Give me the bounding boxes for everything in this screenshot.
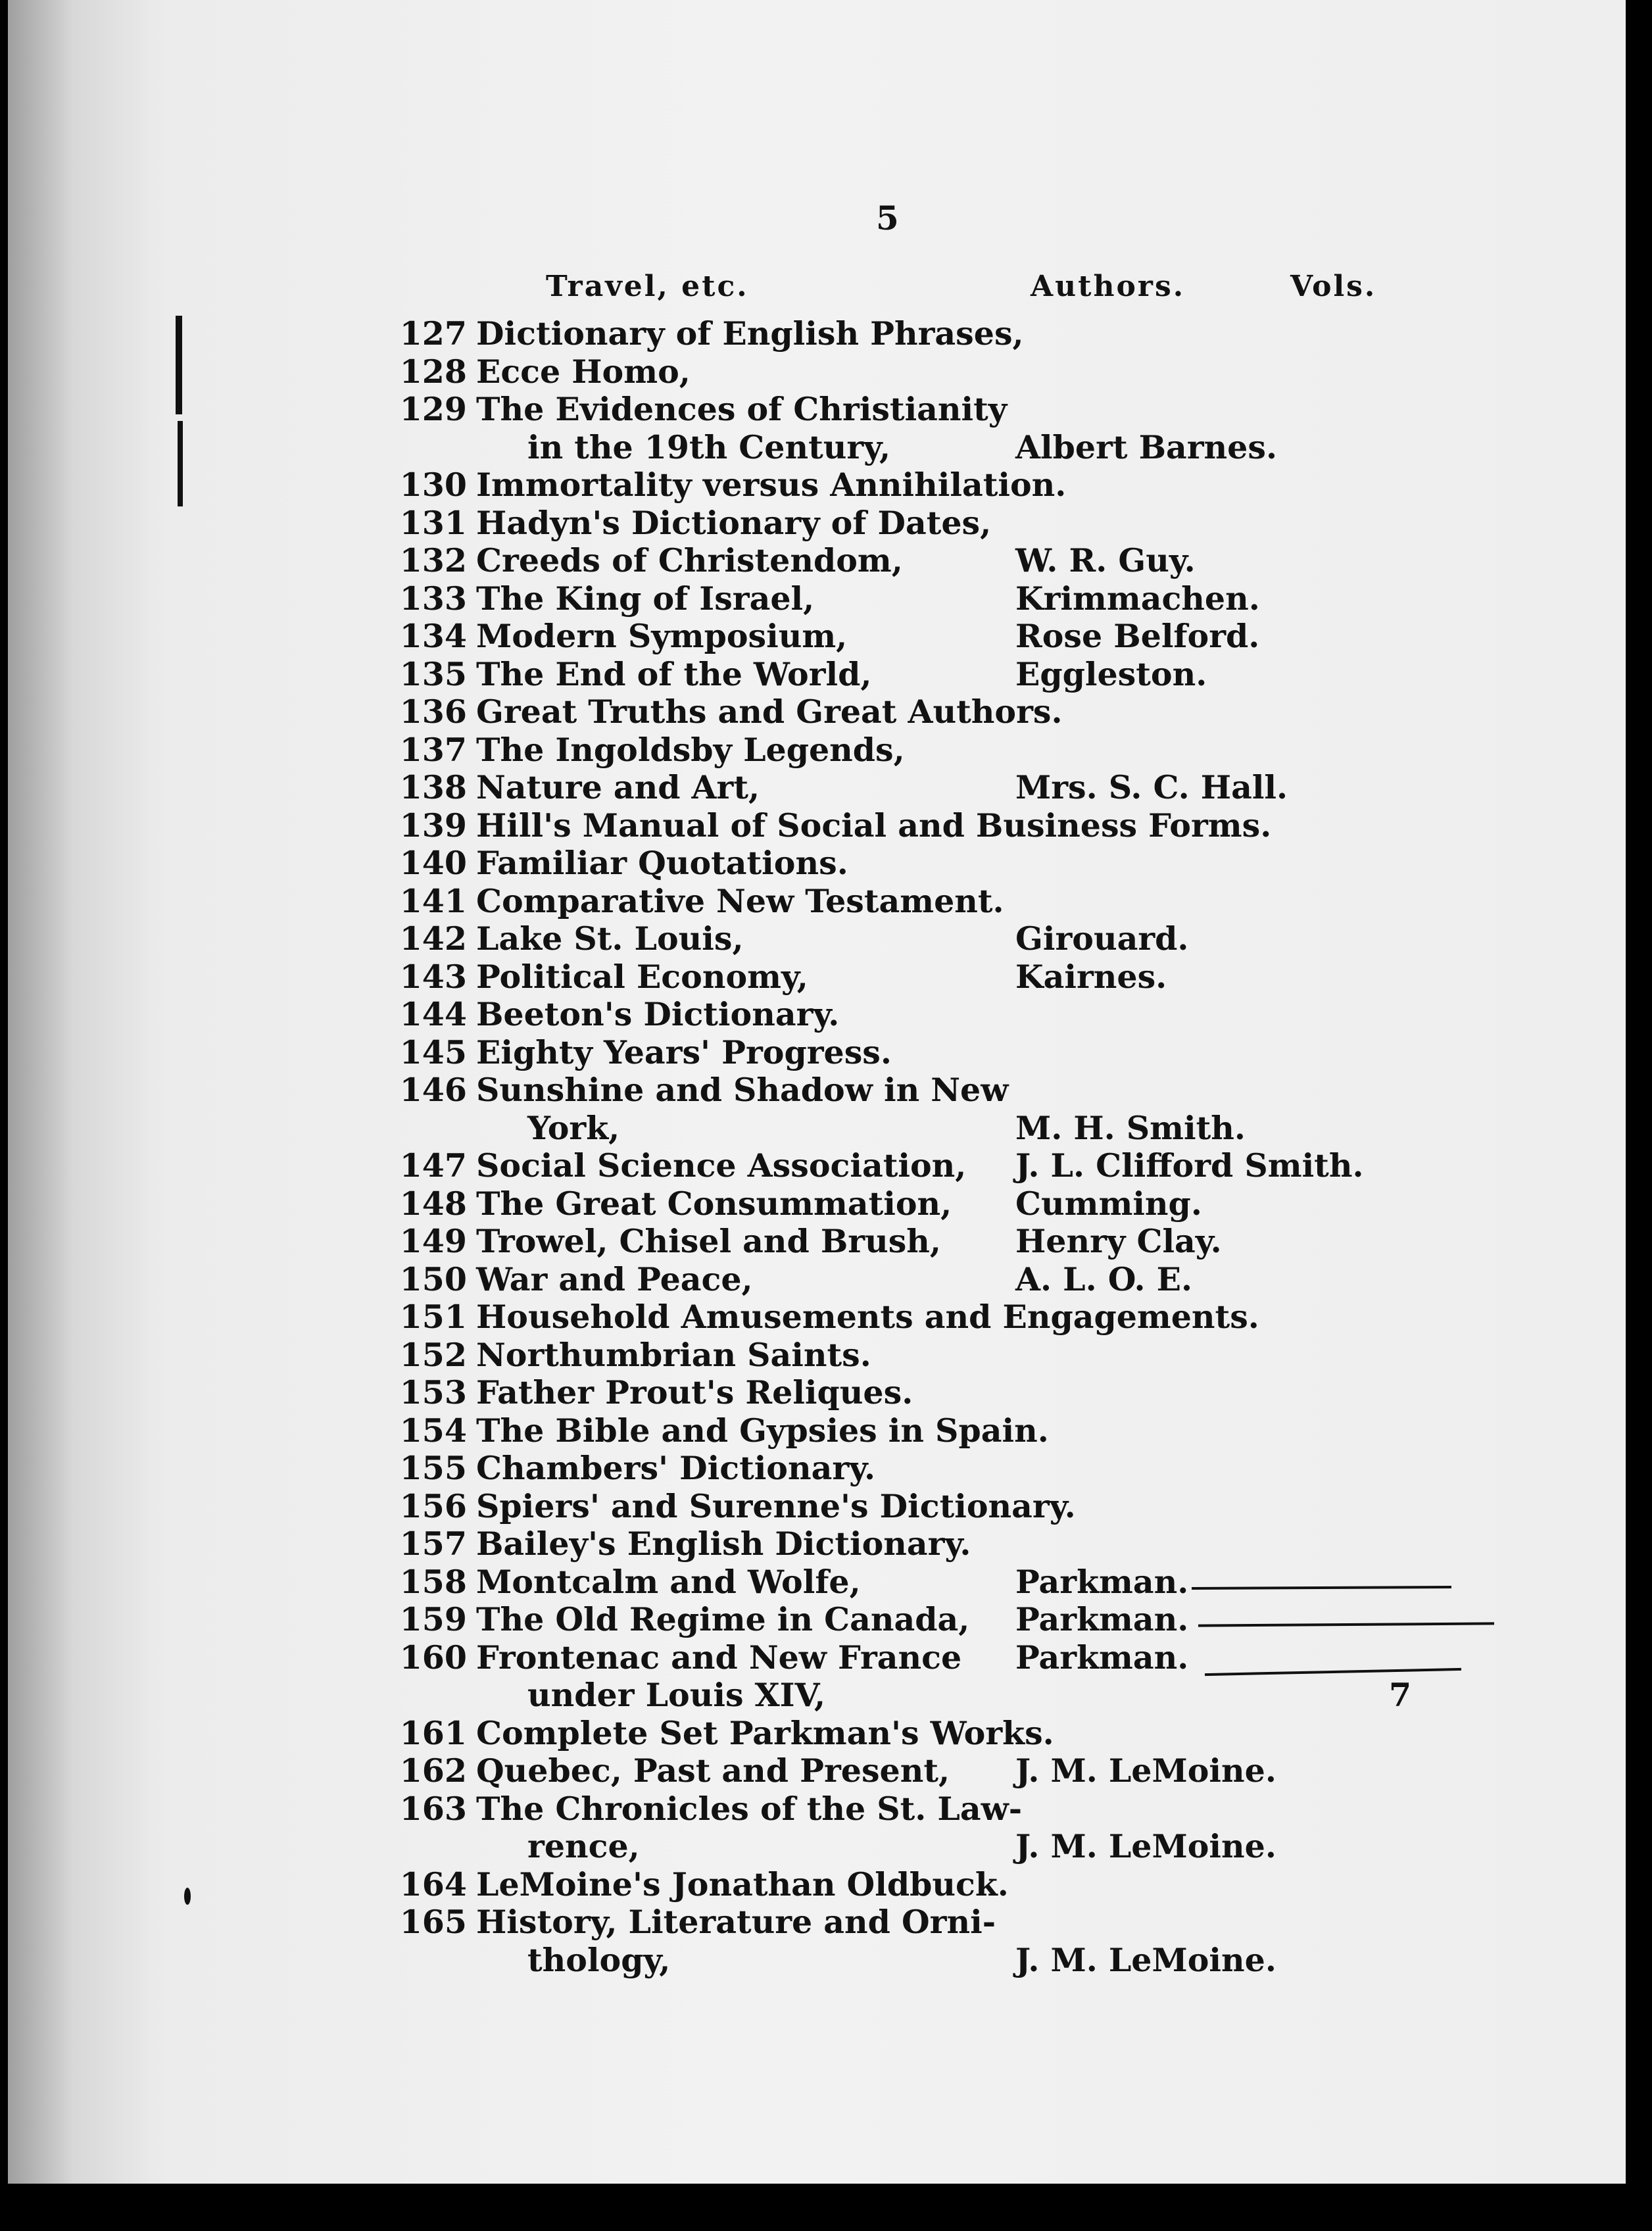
entry-vols: 7 (1389, 1676, 1412, 1714)
entry-title: rence, (527, 1827, 640, 1865)
catalogue-row (8, 353, 1626, 391)
entry-title: thology, (527, 1940, 671, 1979)
entry-title: Chambers' Dictionary. (476, 1449, 876, 1487)
entry-number: 136 (399, 693, 467, 731)
catalogue-row (8, 1790, 1626, 1828)
catalogue-row (8, 1941, 1626, 1979)
catalogue-row (8, 466, 1626, 504)
entry-number: 163 (399, 1789, 467, 1828)
catalogue-row (8, 768, 1626, 806)
entry-author: Cumming. (1015, 1184, 1202, 1223)
catalogue-row (8, 1714, 1626, 1752)
entry-number: 133 (399, 579, 467, 618)
catalogue-row (8, 919, 1626, 958)
entry-number: 143 (399, 957, 467, 996)
catalogue-row (8, 1222, 1626, 1260)
entry-number: 164 (399, 1865, 467, 1903)
entry-number: 138 (399, 768, 467, 806)
entry-number: 152 (399, 1335, 467, 1374)
entry-author: M. H. Smith. (1015, 1108, 1246, 1147)
catalogue-row (8, 1865, 1626, 1903)
entry-number: 159 (399, 1600, 467, 1638)
catalogue-row (8, 844, 1626, 882)
entry-number: 157 (399, 1525, 467, 1563)
catalogue-row (8, 806, 1626, 845)
entry-author: W. R. Guy. (1015, 541, 1196, 579)
entry-title: The King of Israel, (476, 579, 815, 618)
entry-number: 144 (399, 995, 467, 1033)
catalogue-row (8, 504, 1626, 542)
entry-author: Henry Clay. (1015, 1222, 1222, 1260)
catalogue-row (8, 1146, 1626, 1185)
entry-number: 155 (399, 1449, 467, 1487)
entry-number: 153 (399, 1373, 467, 1411)
entry-number: 156 (399, 1486, 467, 1525)
catalogue-row (8, 995, 1626, 1033)
entry-number: 131 (399, 503, 467, 542)
entry-title: Household Amusements and Engagements. (476, 1298, 1259, 1336)
entry-number: 140 (399, 844, 467, 882)
entry-title: Dictionary of English Phrases, (476, 314, 1024, 353)
entry-number: 134 (399, 617, 467, 655)
entry-title: History, Literature and Orni- (476, 1903, 996, 1941)
entry-author: Albert Barnes. (1015, 428, 1278, 466)
entry-title: Frontenac and New France (476, 1638, 962, 1677)
catalogue-row (8, 1298, 1626, 1336)
entry-title: under Louis XIV, (527, 1676, 826, 1714)
entry-author: Rose Belford. (1015, 617, 1260, 655)
entry-number: 137 (399, 730, 467, 769)
entry-number: 158 (399, 1562, 467, 1601)
catalogue-row (8, 1033, 1626, 1071)
catalogue-row (8, 1260, 1626, 1298)
catalogue-row (8, 1411, 1626, 1450)
entry-title: The Great Consummation, (476, 1184, 952, 1223)
catalogue-row (8, 390, 1626, 428)
catalogue-row (8, 731, 1626, 769)
catalogue-row (8, 1525, 1626, 1563)
entry-title: Political Economy, (476, 957, 808, 996)
entry-title: Quebec, Past and Present, (476, 1752, 950, 1790)
entry-author: Parkman. (1015, 1600, 1189, 1638)
entry-title: Sunshine and Shadow in New (476, 1071, 1009, 1109)
entry-title: The Evidences of Christianity (476, 390, 1008, 428)
header-authors: Authors. (1031, 270, 1186, 303)
catalogue-row (8, 1449, 1626, 1487)
entry-author: Kairnes. (1015, 957, 1167, 996)
entry-author: Mrs. S. C. Hall. (1015, 768, 1288, 806)
entry-number: 130 (399, 466, 467, 504)
entry-title: Great Truths and Great Authors. (476, 693, 1063, 731)
catalogue-row (8, 579, 1626, 618)
entry-title: Comparative New Testament. (476, 881, 1004, 920)
entry-number: 139 (399, 806, 467, 845)
entry-title: Bailey's English Dictionary. (476, 1525, 971, 1563)
entry-title: The Chronicles of the St. Law- (476, 1789, 1023, 1828)
entry-title: Hill's Manual of Social and Business Forms. (476, 806, 1272, 845)
catalogue-row (8, 1185, 1626, 1223)
entry-author: J. L. Clifford Smith. (1015, 1146, 1364, 1185)
catalogue-row (8, 693, 1626, 731)
entry-number: 162 (399, 1752, 467, 1790)
entry-title: The Bible and Gypsies in Spain. (476, 1411, 1049, 1450)
catalogue-row (8, 1373, 1626, 1411)
entry-title: LeMoine's Jonathan Oldbuck. (476, 1865, 1009, 1903)
entry-title: Beeton's Dictionary. (476, 995, 840, 1033)
page-number: 5 (876, 199, 899, 237)
catalogue-row (8, 541, 1626, 579)
catalogue-row (8, 1563, 1626, 1601)
entry-number: 150 (399, 1260, 467, 1298)
entry-number: 127 (399, 314, 467, 353)
catalogue-row (8, 1676, 1626, 1714)
entry-author: Krimmachen. (1015, 579, 1260, 618)
entry-number: 161 (399, 1713, 467, 1752)
header-vols: Vols. (1290, 270, 1377, 303)
entry-title: Immortality versus Annihilation. (476, 466, 1067, 504)
entry-title: The Old Regime in Canada, (476, 1600, 970, 1638)
entry-number: 154 (399, 1411, 467, 1450)
entry-title: Lake St. Louis, (476, 919, 744, 958)
entry-author: Girouard. (1015, 919, 1189, 958)
entry-title: Father Prout's Reliques. (476, 1373, 913, 1411)
entry-title: Montcalm and Wolfe, (476, 1562, 861, 1601)
catalogue-row (8, 1336, 1626, 1374)
entry-author: Parkman. (1015, 1638, 1189, 1677)
entry-number: 145 (399, 1033, 467, 1071)
catalogue-row (8, 1600, 1626, 1638)
entry-title: Ecce Homo, (476, 352, 691, 391)
catalogue-row (8, 428, 1626, 466)
catalogue-row (8, 1109, 1626, 1147)
catalogue-row (8, 655, 1626, 693)
entry-number: 132 (399, 541, 467, 579)
entry-author: J. M. LeMoine. (1015, 1827, 1276, 1865)
catalogue-row (8, 1752, 1626, 1790)
entry-number: 151 (399, 1298, 467, 1336)
entry-title: Social Science Association, (476, 1146, 967, 1185)
entry-number: 135 (399, 654, 467, 693)
entry-title: York, (527, 1108, 620, 1147)
catalogue-row (8, 882, 1626, 920)
catalogue-row (8, 314, 1626, 353)
catalogue-row (8, 1487, 1626, 1525)
entry-author: J. M. LeMoine. (1015, 1940, 1276, 1979)
entry-number: 148 (399, 1184, 467, 1223)
catalogue-row (8, 1638, 1626, 1677)
entry-number: 165 (399, 1903, 467, 1941)
catalogue-row (8, 1071, 1626, 1109)
entry-number: 141 (399, 881, 467, 920)
entry-title: Familiar Quotations. (476, 844, 848, 882)
entry-title: Nature and Art, (476, 768, 760, 806)
entry-title: Eighty Years' Progress. (476, 1033, 892, 1071)
entry-number: 149 (399, 1222, 467, 1260)
entry-title: Creeds of Christendom, (476, 541, 903, 579)
entry-number: 160 (399, 1638, 467, 1677)
catalogue-row (8, 617, 1626, 655)
catalogue-row (8, 1827, 1626, 1865)
entry-number: 146 (399, 1071, 467, 1109)
catalogue-page (8, 0, 1626, 2184)
entry-title: The Ingoldsby Legends, (476, 730, 905, 769)
entry-title: The End of the World, (476, 654, 872, 693)
entry-author: A. L. O. E. (1015, 1260, 1193, 1298)
entry-number: 147 (399, 1146, 467, 1185)
entry-number: 142 (399, 919, 467, 958)
entry-title: Hadyn's Dictionary of Dates, (476, 503, 992, 542)
entry-title: Trowel, Chisel and Brush, (476, 1222, 941, 1260)
entry-title: Northumbrian Saints. (476, 1335, 871, 1374)
entry-author: Eggleston. (1015, 654, 1207, 693)
catalogue-row (8, 1903, 1626, 1941)
entry-number: 129 (399, 390, 467, 428)
entry-author: J. M. LeMoine. (1015, 1752, 1276, 1790)
entry-title: Spiers' and Surenne's Dictionary. (476, 1486, 1076, 1525)
entry-author: Parkman. (1015, 1562, 1189, 1601)
entry-title: Modern Symposium, (476, 617, 848, 655)
entry-title: Complete Set Parkman's Works. (476, 1713, 1054, 1752)
entry-title: in the 19th Century, (527, 428, 891, 466)
catalogue-row (8, 958, 1626, 996)
header-travel: Travel, etc. (546, 270, 749, 303)
entry-number: 128 (399, 352, 467, 391)
entry-title: War and Peace, (476, 1260, 753, 1298)
